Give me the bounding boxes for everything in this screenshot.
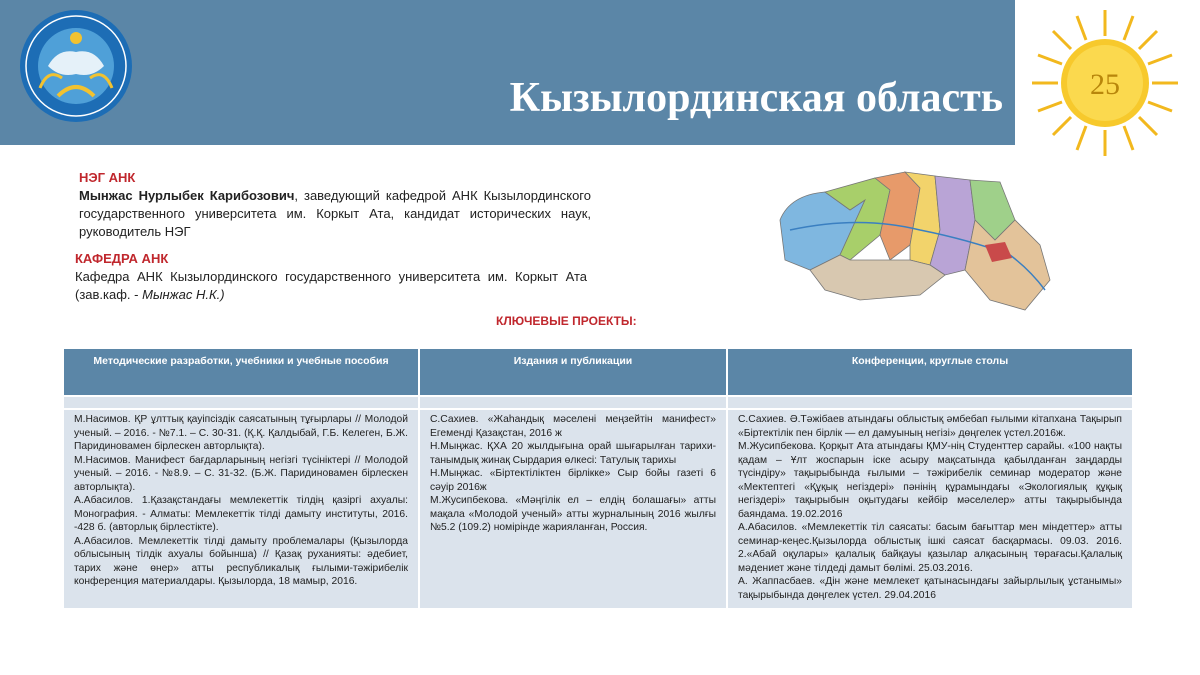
anniversary-sun-icon (1030, 8, 1180, 158)
list-item: М.Жусипбекова. Қорқыт Ата атындағы ҚМУ-нің Студенттер сарайы. «100 нақты қадам – Ұлт жоспарын іске асыру мақсатында қабылданған заңдарды түсіндіру» тақырыбында ғылыми – тәжірибелік семинар модератор және «Мектептегі «Құқық негіздері» пәнінің құрамындағы «Экологиялық құқық негіздері» тақырыбын оқытудағы кейбір мәселелер» атты тақырыбында баяндама. 19.02.2016 (738, 441, 1122, 520)
department-text (75, 268, 587, 304)
list-item: С.Сахиев. Ә.Тәжібаев атындағы облыстық әмбебап ғылыми кітапхана Тақырып «Біртектілік пен бірлік — ел дамуының негізі» дөңгелек үстел.2016ж. (738, 414, 1122, 439)
list-item: А. Жаппасбаев. «Дін және мемлекет қатынасындағы зайырлылық ұстанымы» тақырыбында дөңгелек үстел. 29.04.2016 (738, 576, 1122, 601)
assembly-emblem-icon (18, 8, 134, 124)
leader-name: Мынжас Нурлыбек Карибозович (79, 188, 295, 203)
list-item: А.Абасилов. «Мемлекеттік тіл саясаты: басым бағыттар мен міндеттер» атты семинар-кеңес.Қызылорда облыстық ішкі саясат басқармасы. 09.03. 2016. 2.«Абай оқулары» қалалық байқауы қазылар алқасының төрағасы.Қалалық мәдениет және тілдеді дамыт бөлімі. 25.03.2016. (738, 522, 1122, 574)
neg-heading: НЭГ АНК (79, 170, 136, 185)
projects-table (62, 347, 1134, 610)
list-item: М.Жусипбекова. «Мәңгілік ел – елдің болашағы» атты мақала «Молодой ученый» атты журналының 2016 жылғы №5.2 (109.2) номірінде жарияланған, Россия. (430, 495, 716, 533)
list-item: А.Абасилов. 1.Қазақстандағы мемлекеттік тілдің қазіргі ахуалы: Монография. - Алматы: Мемлекеттік тілді дамыту институты, 2016. -428 б. (авторлық бірлестікте). (74, 495, 408, 533)
column-header: Издания и публикации (420, 349, 726, 395)
department-heading: КАФЕДРА АНК (75, 251, 169, 266)
list-item: Н.Мыңжас. ҚХА 20 жылдығына орай шығарылған тарихи-танымдық жинақ Сырдария өлкесі: Татулық тарихы (430, 441, 716, 466)
key-projects-heading: КЛЮЧЕВЫЕ ПРОЕКТЫ: (496, 314, 637, 328)
conferences-cell (728, 410, 1132, 608)
list-item: А.Абасилов. Мемлекеттік тілді дамыту проблемалары (Қызылорда облысының тілдік ахуалы бойынша) // Қазақ руханияты: әдебиет, тарих және өнер» атты республикалық ғылыми-тәжірибелік конференция материалдары. Қызылорда, 18 мамыр, 2016. (74, 535, 408, 587)
region-map (770, 160, 1070, 320)
methodical-cell (64, 410, 418, 608)
publications-cell (420, 410, 726, 608)
header-band (0, 0, 1015, 145)
department-block (75, 250, 587, 304)
list-item: С.Сахиев. «Жаһандық мәселені меңзейтін манифест» Егеменді Қазақстан, 2016 ж (430, 414, 716, 439)
column-header: Конференции, круглые столы (728, 349, 1132, 395)
list-item: М.Насимов. ҚР ұлттық қауіпсіздік саясатының тұғырлары // Молодой ученый. – 2016. - №7.1. – С. 30-31. (Қ.Қ. Қалдыбай, Г.Б. Келеген, Б.Ж. Паридиновамен бірлескен авторлықта). (74, 414, 408, 452)
neg-block (79, 169, 591, 241)
column-header: Методические разработки, учебники и учебные пособия (64, 349, 418, 395)
department-head: Мынжас Н.К.) (142, 287, 225, 302)
neg-leader (79, 187, 591, 241)
list-item: Н.Мыңжас. «Біртектіліктен бірлікке» Сыр бойы газеті 6 сәуір 2016ж (430, 468, 716, 493)
leader-desc: , заведующий кафедрой АНК Кызылординского государственного университета им. Коркыт Ата, кандидат исторических наук, руководитель НЭГ (79, 188, 591, 239)
department-desc: Кафедра АНК Кызылординского государственного университета им. Коркыт Ата (зав.каф. - (75, 269, 587, 302)
list-item: М.Насимов. Манифест бағдарларының негізгі түсініктері // Молодой ученый. – 2016. - №8.9. – С. 31-32. (Б.Ж. Паридиновамен бірлескен авторлықта). (74, 454, 408, 493)
page-title: Кызылординская область (509, 75, 1003, 121)
anniversary-number: 25 (1090, 68, 1120, 101)
